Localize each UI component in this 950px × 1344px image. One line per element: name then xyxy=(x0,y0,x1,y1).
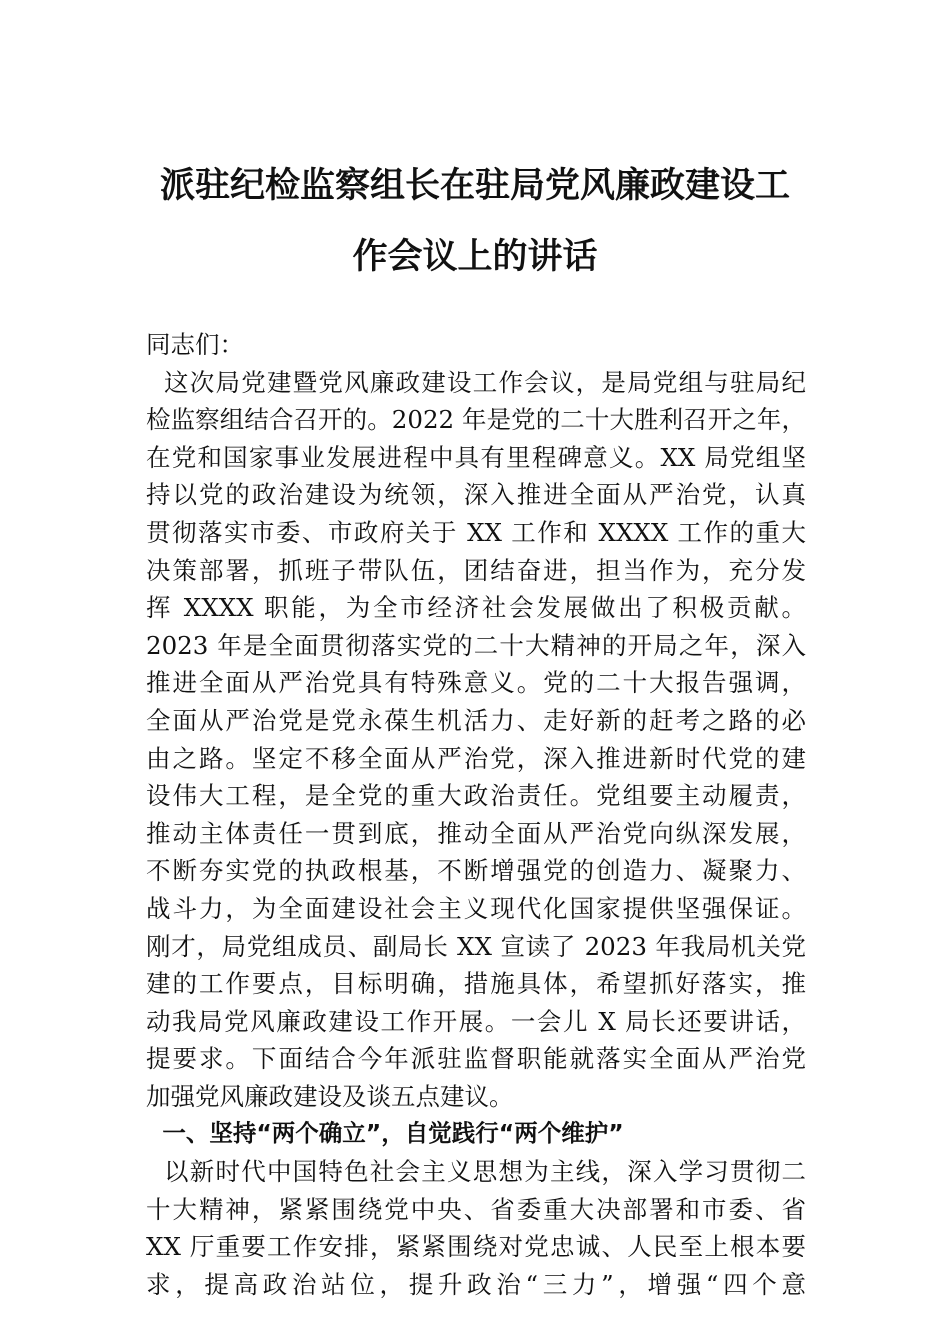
body-line: 全面从严治党是党永葆生机活力、走好新的赶考之路的必 xyxy=(146,705,806,735)
body-line: 以新时代中国特色社会主义思想为主线，深入学习贯彻二 xyxy=(146,1157,806,1187)
body-line: 建的工作要点，目标明确，措施具体，希望抓好落实，推 xyxy=(146,969,806,999)
body-line: 这次局党建暨党风廉政建设工作会议，是局党组与驻局纪 xyxy=(146,367,806,397)
body-line: 决策部署，抓班子带队伍，团结奋进，担当作为，充分发 xyxy=(146,555,806,585)
body-line: 推动主体责任一贯到底，推动全面从严治党向纵深发展， xyxy=(146,818,806,848)
body-line: 求，提高政治站位，提升政治“三力”，增强“四个意 xyxy=(146,1269,806,1299)
body-line: 由之路。坚定不移全面从严治党，深入推进新时代党的建 xyxy=(146,743,806,773)
body-line: 贯彻落实市委、市政府关于 XX 工作和 XXXX 工作的重大 xyxy=(146,517,806,547)
body-line: 挥 XXXX 职能，为全市经济社会发展做出了积极贡献。 xyxy=(146,593,806,623)
document-body xyxy=(146,326,806,1303)
body-line: 动我局党风廉政建设工作开展。一会儿 X 局长还要讲话， xyxy=(146,1006,806,1036)
section-heading: 一、坚持“两个确立”，自觉践行“两个维护” xyxy=(146,1119,624,1148)
body-line: 设伟大工程，是全党的重大政治责任。党组要主动履责， xyxy=(146,781,806,811)
document-title xyxy=(140,150,810,292)
body-line: 提要求。下面结合今年派驻监督职能就落实全面从严治党 xyxy=(146,1044,806,1074)
title-line: 派驻纪检监察组长在驻局党风廉政建设工 xyxy=(159,165,790,206)
body-line: 2023 年是全面贯彻落实党的二十大精神的开局之年，深入 xyxy=(146,630,806,660)
body-line: XX 厅重要工作安排，紧紧围绕对党忠诚、人民至上根本要 xyxy=(146,1232,806,1262)
body-line: 在党和国家事业发展进程中具有里程碑意义。XX 局党组坚 xyxy=(146,442,806,472)
body-line: 战斗力，为全面建设社会主义现代化国家提供坚强保证。 xyxy=(146,893,806,923)
title-line: 作会议上的讲话 xyxy=(352,236,598,277)
body-line: 十大精神，紧紧围绕党中央、省委重大决部署和市委、省 xyxy=(146,1194,806,1224)
body-line: 推进全面从严治党具有特殊意义。党的二十大报告强调， xyxy=(146,668,806,698)
body-line: 检监察组结合召开的。2022 年是党的二十大胜利召开之年， xyxy=(146,405,806,435)
body-line: 加强党风廉政建设及谈五点建议。 xyxy=(146,1081,514,1111)
salutation: 同志们： xyxy=(146,330,244,359)
body-line: 持以党的政治建设为统领，深入推进全面从严治党，认真 xyxy=(146,480,806,510)
body-line: 不断夯实党的执政根基，不断增强党的创造力、凝聚力、 xyxy=(146,856,806,886)
body-line: 刚才，局党组成员、副局长 XX 宣读了 2023 年我局机关党 xyxy=(146,931,806,961)
